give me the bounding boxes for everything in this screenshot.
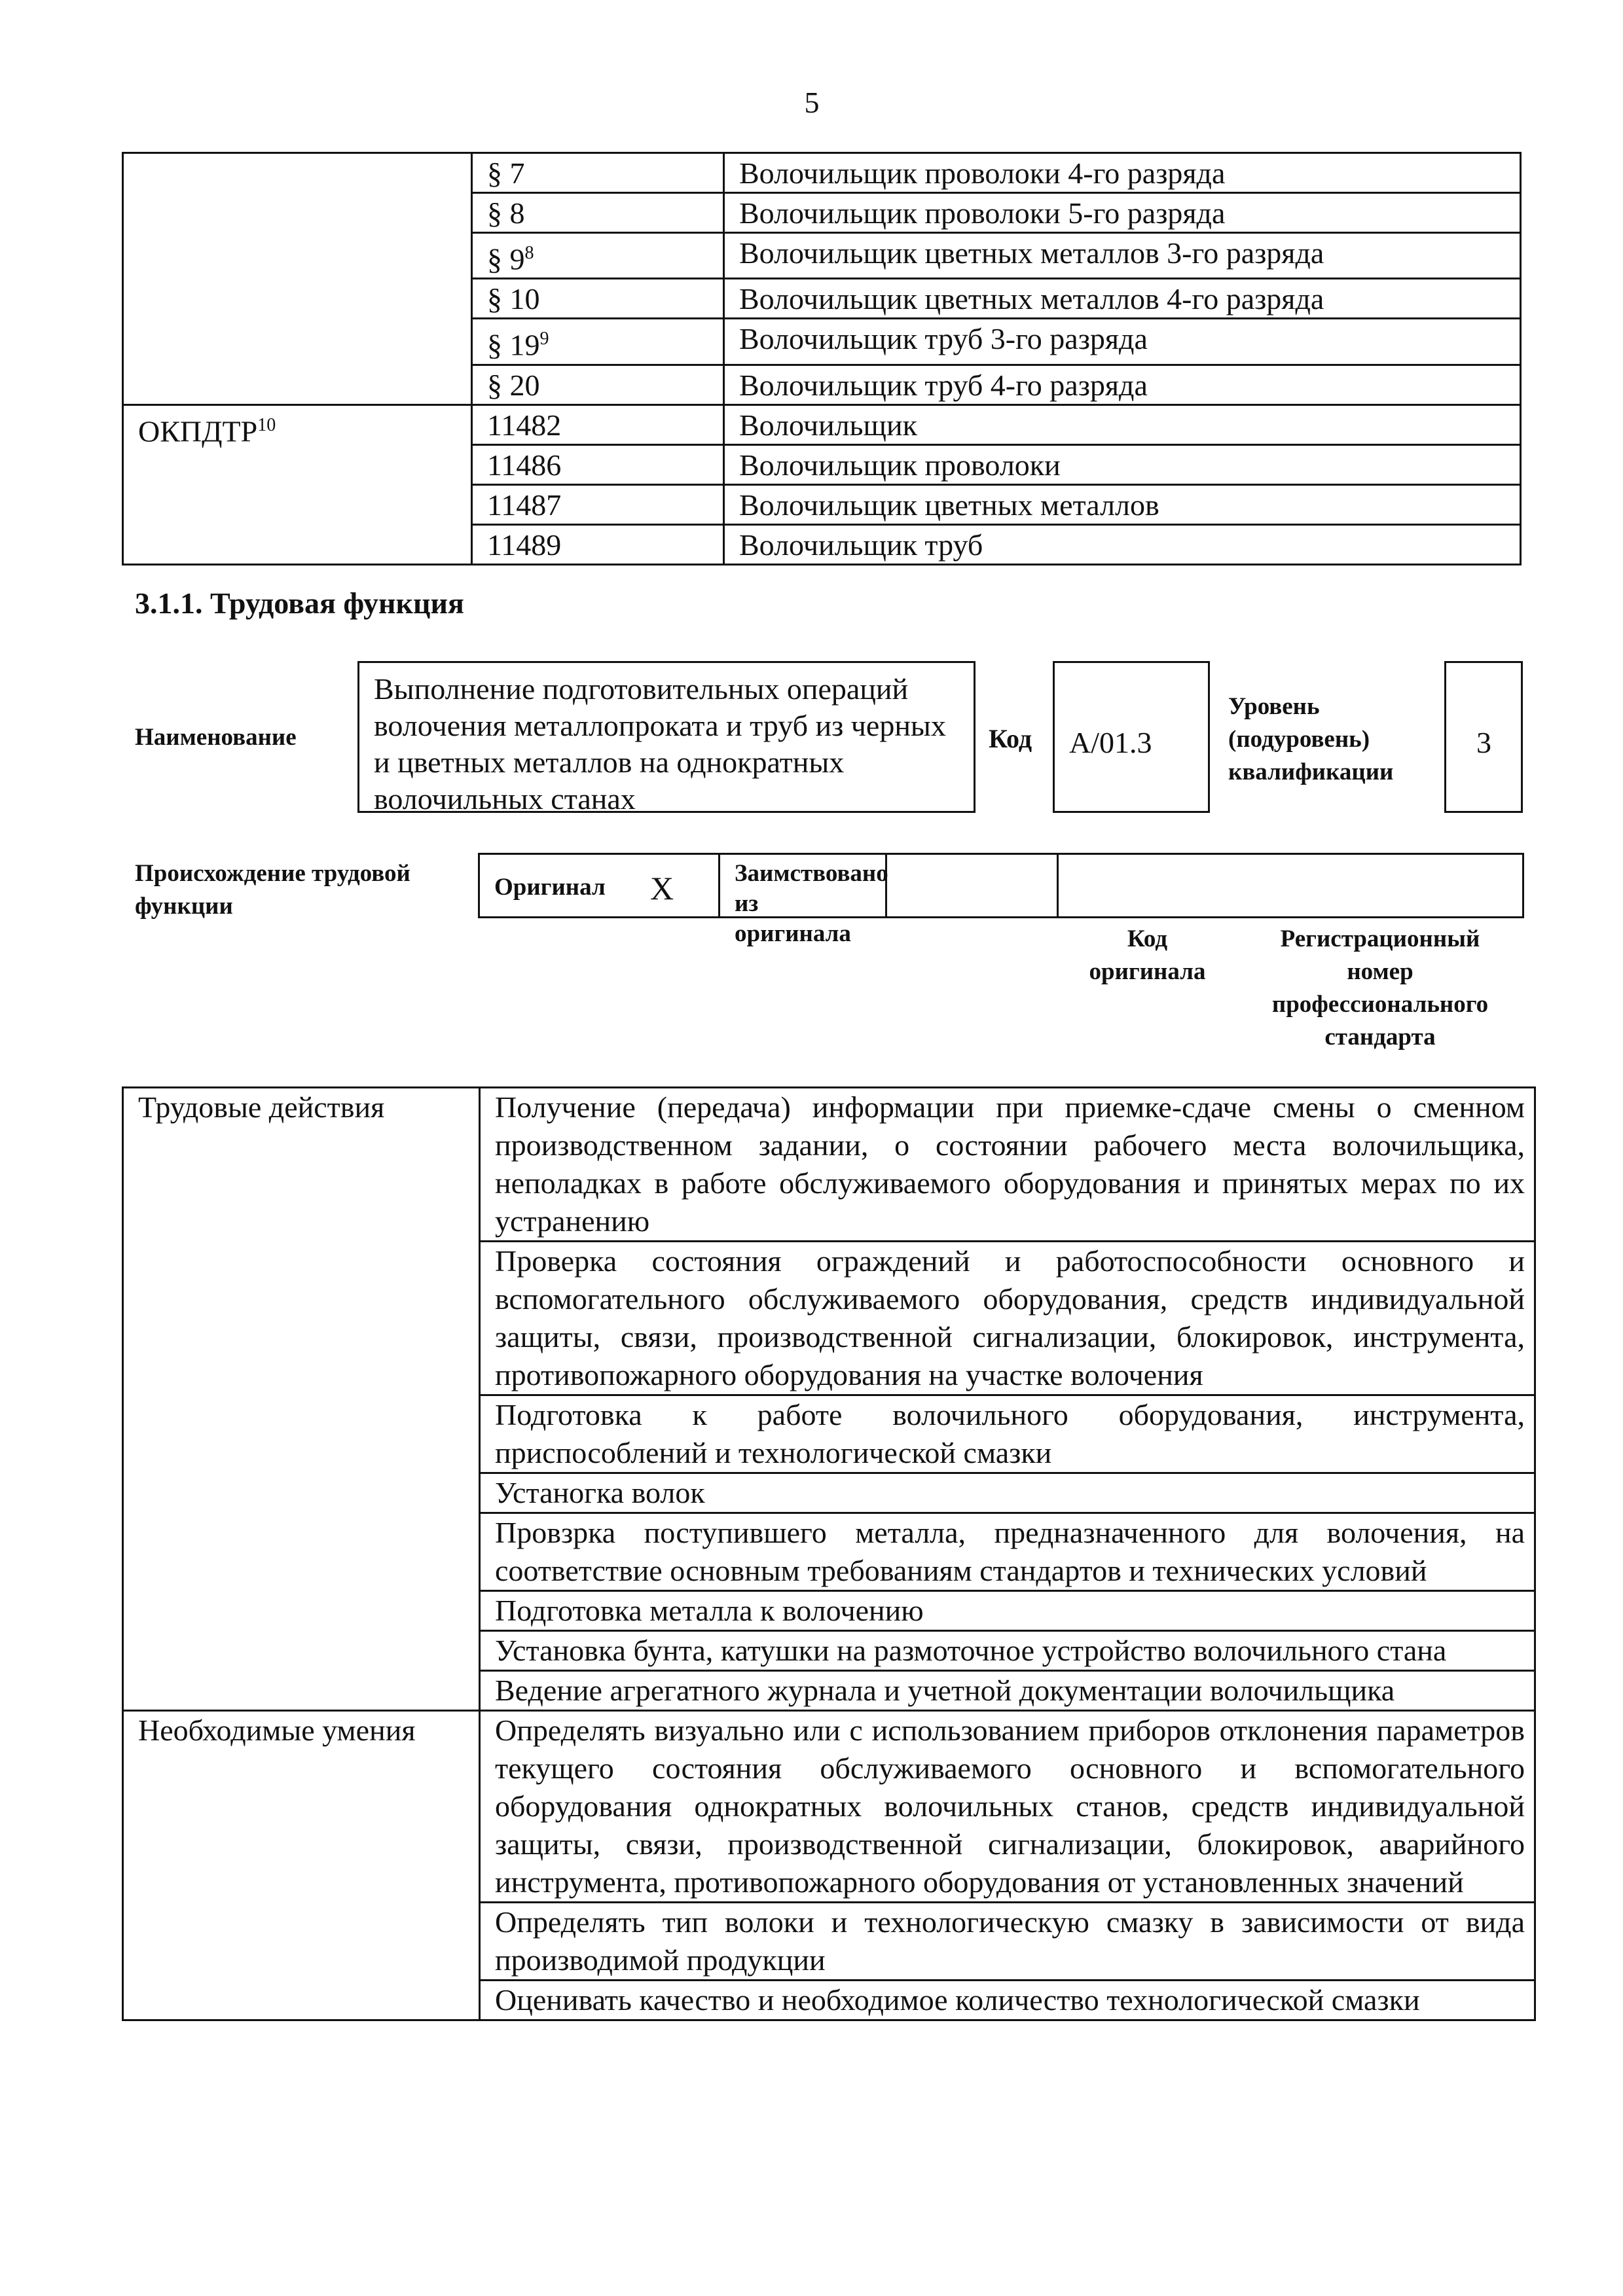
classification-row: [123, 404, 1521, 444]
code-text: § 19: [487, 328, 540, 362]
labor-actions-item: Проверка состояния ограждений и работоспособности основного и вспомогательного обслуживаемого оборудования, средств индивидуальной защиты, связи, производственной сигнализации, блокировок, инструмента, противопожарного оборудования на участке волочения: [480, 1242, 1535, 1395]
borrowed-label-line: оригинала: [735, 920, 851, 947]
code-box: [1053, 661, 1210, 813]
page-number: 5: [804, 86, 820, 119]
labor-actions-item: Установка бунта, катушки на размоточное устройство волочильного стана: [480, 1631, 1535, 1671]
occupation-name: Волочильщик цветных металлов 4-го разряда: [724, 279, 1521, 319]
code-text: 11482: [487, 408, 562, 442]
code-value: A/01.3: [1069, 726, 1152, 759]
caption-original-code: [1061, 923, 1234, 988]
function-name: Выполнение подготовительных операций волочения металлопроката и труб из черных и цветных металлов на однократных волочильных станах: [374, 672, 946, 816]
occupation-name: Волочильщик проволоки 5-го разряда: [724, 193, 1521, 233]
code-cell: [472, 319, 724, 365]
occupation-name: Волочильщик: [724, 404, 1521, 444]
code-text: 11489: [487, 528, 562, 562]
code-label: Код: [989, 724, 1032, 753]
occupation-name: Волочильщик труб: [724, 524, 1521, 564]
labor-actions-item: Подготовка металла к волочению: [480, 1591, 1535, 1631]
caption-line: стандарта: [1324, 1024, 1436, 1050]
required-skills-item: Оценивать качество и необходимое количество технологической смазки: [480, 1981, 1535, 2020]
footnote-ref: 8: [524, 243, 534, 263]
code-text: 11487: [487, 488, 562, 522]
footnote-ref: 9: [539, 329, 549, 350]
occupation-name: Волочильщик труб 4-го разряда: [724, 365, 1521, 404]
borrowed-label-line: Заимствовано из: [735, 860, 888, 917]
labor-actions-item: Подготовка к работе волочильного оборудования, инструмента, приспособлений и технологической смазки: [480, 1395, 1535, 1473]
occupation-name: Волочильщик цветных металлов 3-го разряда: [724, 233, 1521, 279]
occupation-name: Волочильщик проволоки: [724, 444, 1521, 484]
level-label-line: квалификации: [1228, 759, 1394, 785]
code-text: § 9: [487, 242, 525, 276]
origin-label-line: функции: [135, 893, 233, 920]
function-name-box: [357, 661, 976, 816]
required-skills-row: [123, 1711, 1535, 1903]
required-skills-item: Определять тип волоки и технологическую смазку в зависимости от вида производимой продукции: [480, 1903, 1535, 1981]
code-cell: [472, 365, 724, 404]
group-name: ОКПДТР: [138, 414, 258, 448]
level-value: 3: [1476, 726, 1491, 759]
caption-line: номер: [1347, 958, 1413, 985]
code-cell: [472, 233, 724, 279]
code-text: § 7: [487, 156, 525, 190]
group-cell: [123, 153, 472, 405]
code-text: 11486: [487, 448, 562, 482]
required-skills-label: Необходимые умения: [123, 1711, 480, 2020]
code-cell: [472, 484, 724, 524]
labor-actions-item: Получение (передача) информации при приемке-сдаче смены о сменном производственном задании, о состоянии рабочего места волочильщика, неполадках в работе обслуживаемого оборудования и принятых мерах по их устранению: [480, 1088, 1535, 1242]
code-cell: [472, 524, 724, 564]
occupation-name: Волочильщик труб 3-го разряда: [724, 319, 1521, 365]
origin-label: [135, 857, 410, 923]
code-text: § 8: [487, 196, 525, 230]
name-label: Наименование: [135, 724, 297, 751]
classification-row: [123, 153, 1521, 193]
classification-table: [122, 152, 1522, 565]
level-box: [1444, 661, 1523, 813]
registration-number-cell: [1057, 853, 1524, 918]
original-cell: [478, 853, 720, 918]
section-title: 3.1.1. Трудовая функция: [135, 586, 464, 620]
code-cell: [472, 193, 724, 233]
caption-registration-number: [1236, 923, 1524, 1054]
labor-actions-item: Провзрка поступившего металла, предназначенного для волочения, на соответствие основным требованиям стандартов и технических условий: [480, 1513, 1535, 1591]
original-mark: X: [650, 870, 674, 906]
code-cell: [472, 153, 724, 193]
occupation-name: Волочильщик проволоки 4-го разряда: [724, 153, 1521, 193]
code-cell: [472, 444, 724, 484]
level-label: [1228, 691, 1393, 789]
borrowed-cell: [718, 853, 888, 947]
caption-line: Код: [1127, 925, 1168, 952]
original-code-cell: [885, 853, 1059, 918]
labor-actions-row: [123, 1088, 1535, 1242]
origin-label-line: Происхождение трудовой: [135, 860, 410, 887]
original-label: Оригинал: [494, 874, 606, 901]
caption-line: профессионального: [1271, 991, 1489, 1018]
labor-actions-item: Ведение агрегатного журнала и учетной документации волочильщика: [480, 1671, 1535, 1711]
required-skills-item: Определять визуально или с использованием приборов отклонения параметров текущего состояния обслуживаемого основного и вспомогательного оборудования однократных волочильных станов, средств индивидуальной защиты, связи, производственной сигнализации, блокировок, аварийного инструмента, противопожарного оборудования от установленных значений: [480, 1711, 1535, 1903]
footnote-ref: 10: [257, 414, 276, 435]
level-label-line: (подуровень): [1228, 726, 1370, 753]
caption-line: оригинала: [1089, 958, 1206, 985]
code-text: § 10: [487, 282, 540, 316]
occupation-name: Волочильщик цветных металлов: [724, 484, 1521, 524]
labor-actions-label: Трудовые действия: [123, 1088, 480, 1711]
code-cell: [472, 279, 724, 319]
level-label-line: Уровень: [1228, 693, 1320, 720]
group-cell: [123, 404, 472, 564]
caption-line: Регистрационный: [1280, 925, 1480, 952]
labor-actions-item: Устаногка волок: [480, 1473, 1535, 1513]
code-cell: [472, 404, 724, 444]
labor-function-table: [122, 1086, 1536, 2021]
code-text: § 20: [487, 368, 540, 402]
